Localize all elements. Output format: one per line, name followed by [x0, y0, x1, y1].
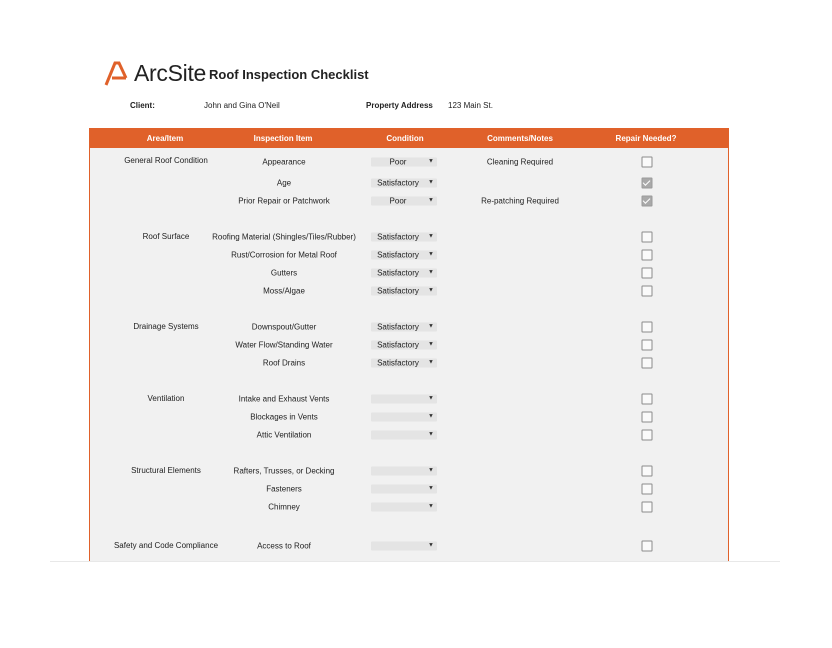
repair-needed-checkbox[interactable] [642, 394, 653, 405]
area-label: Ventilation [147, 394, 185, 403]
repair-needed-checkbox[interactable] [642, 178, 653, 189]
arcsite-logo [104, 60, 206, 87]
area-label: Structural Elements [131, 466, 201, 475]
chevron-down-icon: ▼ [428, 323, 434, 330]
chevron-down-icon: ▼ [428, 251, 434, 258]
brand-name: ArcSite [134, 60, 207, 86]
area-label: Safety and Code Compliance [113, 541, 219, 550]
inspection-item: Chimney [268, 502, 300, 512]
condition-value: Satisfactory [377, 358, 419, 368]
checklist-table [89, 128, 729, 562]
condition-dropdown[interactable] [371, 542, 437, 551]
condition-dropdown[interactable] [371, 233, 437, 242]
header-area: Area/Item [146, 134, 184, 143]
chevron-down-icon: ▼ [428, 542, 434, 549]
chevron-down-icon: ▼ [428, 431, 434, 438]
inspection-item: Rust/Corrosion for Metal Roof [231, 250, 337, 260]
repair-needed-checkbox[interactable] [642, 232, 653, 243]
condition-dropdown[interactable] [371, 503, 437, 512]
chevron-down-icon: ▼ [428, 197, 434, 204]
chevron-down-icon: ▼ [428, 485, 434, 492]
chevron-down-icon: ▼ [428, 158, 434, 165]
client-value: John and Gina O'Neil [204, 101, 280, 110]
repair-needed-checkbox[interactable] [642, 358, 653, 369]
repair-needed-checkbox[interactable] [642, 484, 653, 495]
client-label: Client: [130, 101, 155, 110]
document-title: Roof Inspection Checklist [209, 67, 369, 82]
repair-needed-checkbox[interactable] [642, 430, 653, 441]
inspection-item: Prior Repair or Patchwork [238, 196, 330, 206]
divider [50, 561, 780, 562]
chevron-down-icon: ▼ [428, 503, 434, 510]
inspection-item: Downspout/Gutter [251, 322, 317, 332]
repair-needed-checkbox[interactable] [642, 466, 653, 477]
repair-needed-checkbox[interactable] [642, 340, 653, 351]
table-header [90, 128, 728, 148]
condition-value: Satisfactory [377, 178, 419, 188]
inspection-item: Roofing Material (Shingles/Tiles/Rubber) [212, 232, 356, 242]
address-label: Property Address [366, 101, 433, 110]
condition-dropdown[interactable] [371, 467, 437, 476]
condition-dropdown[interactable] [371, 413, 437, 422]
chevron-down-icon: ▼ [428, 413, 434, 420]
condition-dropdown[interactable] [371, 323, 437, 332]
repair-needed-checkbox[interactable] [642, 502, 653, 513]
chevron-down-icon: ▼ [428, 287, 434, 294]
condition-dropdown[interactable] [371, 287, 437, 296]
repair-needed-checkbox[interactable] [642, 196, 653, 207]
repair-needed-checkbox[interactable] [642, 541, 653, 552]
repair-needed-checkbox[interactable] [642, 412, 653, 423]
inspection-item: Blockages in Vents [250, 412, 318, 422]
condition-value: Poor [389, 157, 407, 167]
inspection-item: Water Flow/Standing Water [235, 340, 333, 350]
condition-value: Satisfactory [377, 286, 419, 296]
condition-dropdown[interactable] [371, 359, 437, 368]
chevron-down-icon: ▼ [428, 359, 434, 366]
inspection-item: Access to Roof [257, 541, 311, 551]
condition-value: Satisfactory [377, 268, 419, 278]
header-condition: Condition [386, 134, 424, 143]
condition-dropdown[interactable] [371, 485, 437, 494]
chevron-down-icon: ▼ [428, 341, 434, 348]
condition-value: Satisfactory [377, 322, 419, 332]
area-label: Roof Surface [142, 232, 190, 241]
chevron-down-icon: ▼ [428, 179, 434, 186]
repair-needed-checkbox[interactable] [642, 286, 653, 297]
chevron-down-icon: ▼ [428, 269, 434, 276]
condition-dropdown[interactable] [371, 395, 437, 404]
inspection-item: Roof Drains [262, 358, 306, 368]
condition-dropdown[interactable] [371, 341, 437, 350]
condition-value: Satisfactory [377, 340, 419, 350]
condition-value: Poor [389, 196, 407, 206]
inspection-item: Fasteners [266, 484, 302, 494]
condition-dropdown[interactable] [371, 269, 437, 278]
chevron-down-icon: ▼ [428, 233, 434, 240]
header-comments: Comments/Notes [487, 134, 553, 143]
comment-note[interactable]: Re-patching Required [481, 196, 559, 206]
header-repair-needed: Repair Needed? [615, 134, 677, 143]
inspection-item: Appearance [262, 157, 306, 167]
header-inspection-item: Inspection Item [253, 134, 313, 143]
condition-value: Satisfactory [377, 250, 419, 260]
arcsite-logo-icon [104, 61, 128, 87]
condition-dropdown[interactable] [371, 251, 437, 260]
inspection-item: Intake and Exhaust Vents [238, 394, 330, 404]
repair-needed-checkbox[interactable] [642, 268, 653, 279]
chevron-down-icon: ▼ [428, 395, 434, 402]
inspection-item: Moss/Algae [263, 286, 305, 296]
area-label: Drainage Systems [133, 322, 199, 331]
address-value: 123 Main St. [448, 101, 493, 110]
inspection-item: Attic Ventilation [256, 430, 312, 440]
condition-dropdown[interactable] [371, 197, 437, 206]
comment-note[interactable]: Cleaning Required [486, 157, 554, 167]
area-label: General Roof Condition [124, 156, 208, 165]
condition-dropdown[interactable] [371, 179, 437, 188]
condition-dropdown[interactable] [371, 158, 437, 167]
repair-needed-checkbox[interactable] [642, 157, 653, 168]
inspection-item: Gutters [270, 268, 298, 278]
inspection-item: Age [276, 178, 292, 188]
repair-needed-checkbox[interactable] [642, 322, 653, 333]
condition-value: Satisfactory [377, 232, 419, 242]
chevron-down-icon: ▼ [428, 467, 434, 474]
inspection-item: Rafters, Trusses, or Decking [233, 466, 335, 476]
repair-needed-checkbox[interactable] [642, 250, 653, 261]
condition-dropdown[interactable] [371, 431, 437, 440]
